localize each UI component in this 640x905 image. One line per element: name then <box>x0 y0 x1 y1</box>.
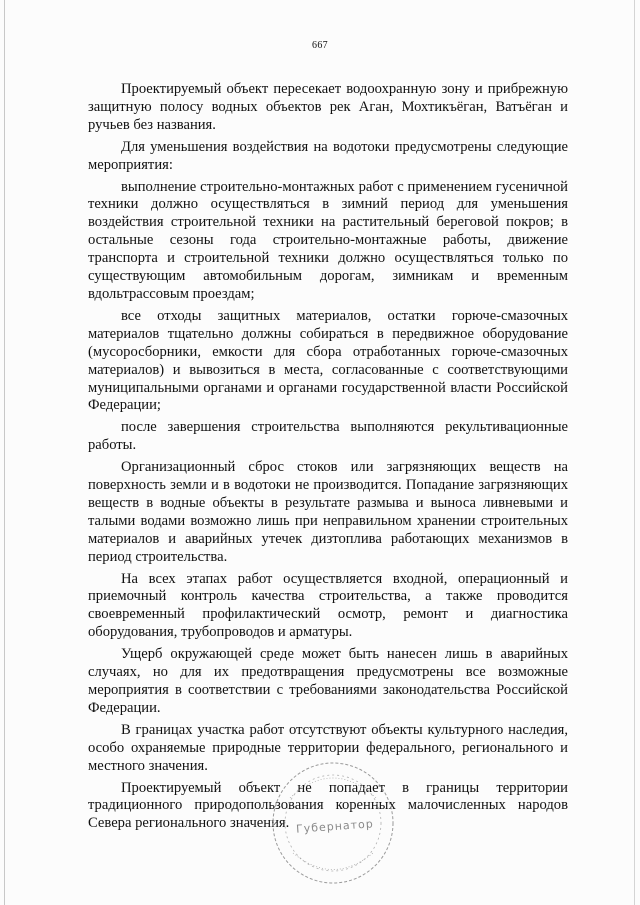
paragraph-quality-control: На всех этапах работ осуществляется входной, операционный и приемочный контроль качества строительства, а также проводится своевременный профилактический осмотр, ремонт и диагностика оборудования, трубопроводов и арматуры. <box>88 570 568 641</box>
document-body <box>88 81 568 837</box>
stamp-label: Губернатор <box>295 817 375 836</box>
paragraph-waste-collection: все отходы защитных материалов, остатки горюче-смазочных материалов тщательно должны собираться в передвижное оборудование (мусоросборники, емкости для сбора отработанных горюче-смазочных материалов) и вывозиться в места, согласованные с соответствующими муниципальными органами и органами государственной власти Российской Федерации; <box>88 307 568 414</box>
paragraph-water-zone: Проектируемый объект пересекает водоохранную зону и прибрежную защитную полосу водных объектов рек Аган, Мохтикъёган, Ватъёган и ручьев без названия. <box>88 81 568 133</box>
scan-edge-left <box>4 0 5 905</box>
scan-edge-right <box>634 0 635 905</box>
paragraph-traditional-lands: Проектируемый объект не попадает в границы территории традиционного природопользования коренных малочисленных народов Севера регионального значения. <box>88 779 568 832</box>
paragraph-heritage: В границах участка работ отсутствуют объекты культурного наследия, особо охраняемые природные территории федерального, регионального и местного значения. <box>88 721 568 774</box>
paragraph-winter-works: выполнение строительно-монтажных работ с применением гусеничной техники должно осуществляться в зимний период для уменьшения воздействия строительной техники на растительный береговой покров; в остальные сезоны года строительно-монтажные работы, движение транспорта и строительной техники должно осуществляться только по существующим автомобильным дорогам, зимникам и временным вдольтрассовым проездам; <box>88 178 568 302</box>
paragraph-measures-intro: Для уменьшения воздействия на водотоки предусмотрены следующие мероприятия: <box>88 138 568 173</box>
page-number: 667 <box>312 40 328 51</box>
paragraph-recultivation: после завершения строительства выполняются рекультивационные работы. <box>88 419 568 454</box>
paragraph-damage: Ущерб окружающей среде может быть нанесен лишь в аварийных случаях, но для их предотвращения предусмотрены все возможные мероприятия в соответствии с требованиями законодательства Российской Федерации. <box>88 646 568 716</box>
paragraph-discharge: Организационный сброс стоков или загрязняющих веществ на поверхность земли и в водотоки не производится. Попадание загрязняющих веществ в водные объекты в результате размыва и выноса ливневыми и талыми водами возможно лишь при неправильном хранении строительных материалов и аварийных утечек дизтоплива работающих механизмов в период строительства. <box>88 459 568 565</box>
